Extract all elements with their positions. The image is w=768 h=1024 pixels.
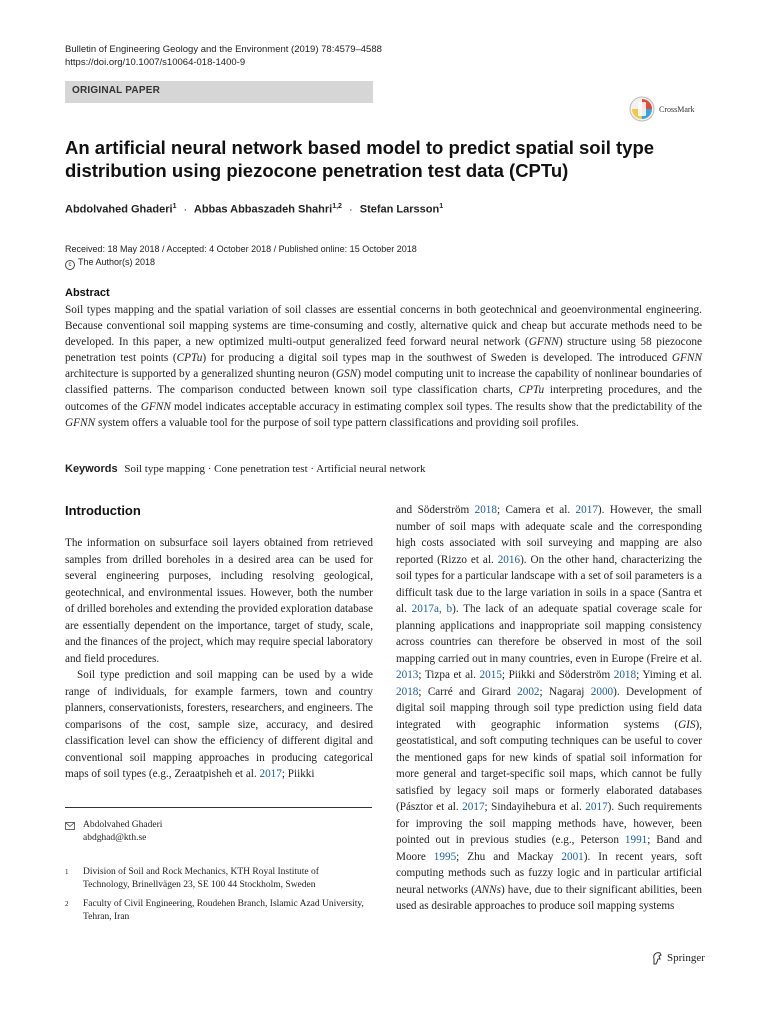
copyright-line — [65, 256, 417, 270]
introduction-heading: Introduction — [65, 503, 141, 518]
affiliation-2 — [65, 898, 365, 924]
footnote-divider — [65, 807, 372, 808]
publication-dates — [65, 243, 417, 270]
paper-title: An artificial neural network based model to predict spatial soil type distribution using piezocone penetration test data (CPTu) — [65, 137, 655, 181]
springer-horse-icon — [651, 951, 663, 965]
corresponding-author-email[interactable]: abdghad@kth.se — [83, 833, 147, 843]
body-paragraph: Soil type prediction and soil mapping can be used by a wide range of individuals, for example farmers, town and country planners, conservationists, foresters, researchers, and engineers. The comparisons of the cost, sample size, accuracy, and desired classification level can show the efficiency of different digital and conventional soil mapping approaches in producing categorical maps of soil types (e.g., Zeraatpisheh et al. 2017; Piikki — [65, 669, 373, 780]
paper-type-label: ORIGINAL PAPER — [72, 85, 160, 96]
doi-link[interactable]: https://doi.org/10.1007/s10064-018-1400-9 — [65, 57, 246, 68]
publisher-name: Springer — [667, 952, 705, 964]
author-affiliation-mark: 1 — [172, 203, 177, 210]
corresponding-author-name: Abdolvahed Ghaderi — [83, 820, 163, 830]
crossmark-text: CrossMark — [659, 104, 695, 114]
copyright-text: The Author(s) 2018 — [78, 257, 156, 267]
affiliation-text: Division of Soil and Rock Mechanics, KTH Royal Institute of Technology, Brinellvägen 23, SE 100 44 Stockholm, Sweden — [83, 867, 319, 890]
author-name[interactable]: Stefan Larsson — [359, 203, 440, 216]
corresponding-author — [65, 819, 162, 845]
journal-header — [65, 43, 382, 69]
affiliation-number: 2 — [65, 900, 69, 908]
affiliation-text: Faculty of Civil Engineering, Roudehen Branch, Islamic Azad University, Tehran, Iran — [83, 899, 364, 922]
crossmark-badge[interactable] — [629, 96, 695, 122]
keywords-text: Soil type mapping · Cone penetration test · Artificial neural network — [124, 463, 426, 475]
affiliation-number: 1 — [65, 868, 69, 876]
affiliation-1 — [65, 866, 365, 892]
author-separator: · — [183, 203, 188, 216]
envelope-icon — [65, 822, 75, 830]
publisher-logo — [651, 951, 705, 965]
author-affiliation-mark: 1 — [439, 203, 444, 210]
author-separator: · — [349, 203, 353, 216]
author-name[interactable]: Abbas Abbaszadeh Shahri — [193, 203, 333, 216]
body-paragraph: and Söderström 2018; Camera et al. 2017). However, the small number of soil maps with adequate scale and the corresponding high costs associated with soil surveying and mapping are also reported (Rizzo et al. 2016). On the other hand, characterizing the soil types for a particular landscape with a set of soil parameters is a difficult task due to the large variation in soils in a space (Santra et al. 2017a, b). The lack of an adequate spatial coverage scale for planning applications and inappropriate soil mapping consistency across countries can therefore be observed in most of the soil mapping carried out in many countries, even in Europe (Freire et al. 2013; Tizpa et al. 2015; Piikki and Söderström 2018; Yiming et al. 2018; Carré and Girard 2002; Nagaraj 2000). Development of digital soil mapping through soil type prediction using field data integrated with geographic information systems (GIS), geostatistical, and soft computing techniques can be useful to cover the mentioned gaps for new kinds of spatial soil information for more general and target-specific soil maps, which cannot be fully satisfied by legacy soil maps or formerly elaborated databases (Pásztor et al. 2017; Sindayihebura et al. 2017). Such requirements for improving the soil mapping methods have, however, been pointed out in previous studies (e.g., Peterson 1991; Band and Moore 1995; Zhu and Mackay 2001). In recent years, soft computing methods such as fuzzy logic and in particular artificial neural networks (ANNs) have, due to their significant abilities, been used as desirable approaches to produce soil mapping systems — [396, 504, 702, 912]
body-paragraph: The information on subsurface soil layers obtained from retrieved samples from drilled boreholes in a desired area can be used for several engineering purposes, including resolving geological, geotechnical, and environmental issues. However, both the number of drilled boreholes and extending the provided exploration database are essentially dependent on the importance, target of study, scale, and the finances of the project, which may require special laboratory and field procedures. — [65, 537, 373, 665]
author-list — [65, 203, 443, 216]
author-affiliation-mark: 1,2 — [332, 203, 342, 210]
journal-citation: Bulletin of Engineering Geology and the Environment (2019) 78:4579–4588 — [65, 44, 382, 55]
abstract-text: Soil types mapping and the spatial variation of soil classes are essential concerns in both geotechnical and geoenvironmental engineering. Because conventional soil mapping systems are time-consuming and costly, alternative quick and cheap but accurate methods need to be developed. In this paper, a new optimized multi-output generalized feed forward neural network (GFNN) structure using 58 piezocone penetration test points (CPTu) for producing a digital soil types map in the southwest of Sweden is developed. The introduced GFNN architecture is supported by a generalized shunting neuron (GSN) model computing unit to increase the capability of nonlinear boundaries of classified patterns. The comparison conducted between known soil type classification charts, CPTu interpreting procedures, and the outcomes of the GFNN model indicates acceptable accuracy in estimating complex soil types. The results show that the predictability of the GFNN system offers a valuable tool for the purpose of soil type pattern classifications and providing soil profiles. — [65, 304, 703, 429]
abstract-heading: Abstract — [65, 287, 110, 299]
keywords-label: Keywords — [65, 463, 118, 475]
copyright-icon: c — [65, 260, 75, 270]
introduction-right-column — [396, 502, 702, 915]
keywords — [65, 463, 426, 475]
author-name[interactable]: Abdolvahed Ghaderi — [65, 203, 173, 216]
crossmark-icon — [629, 96, 655, 122]
dates-line: Received: 18 May 2018 / Accepted: 4 October 2018 / Published online: 15 October 2018 — [65, 244, 417, 254]
introduction-left-column — [65, 535, 373, 783]
